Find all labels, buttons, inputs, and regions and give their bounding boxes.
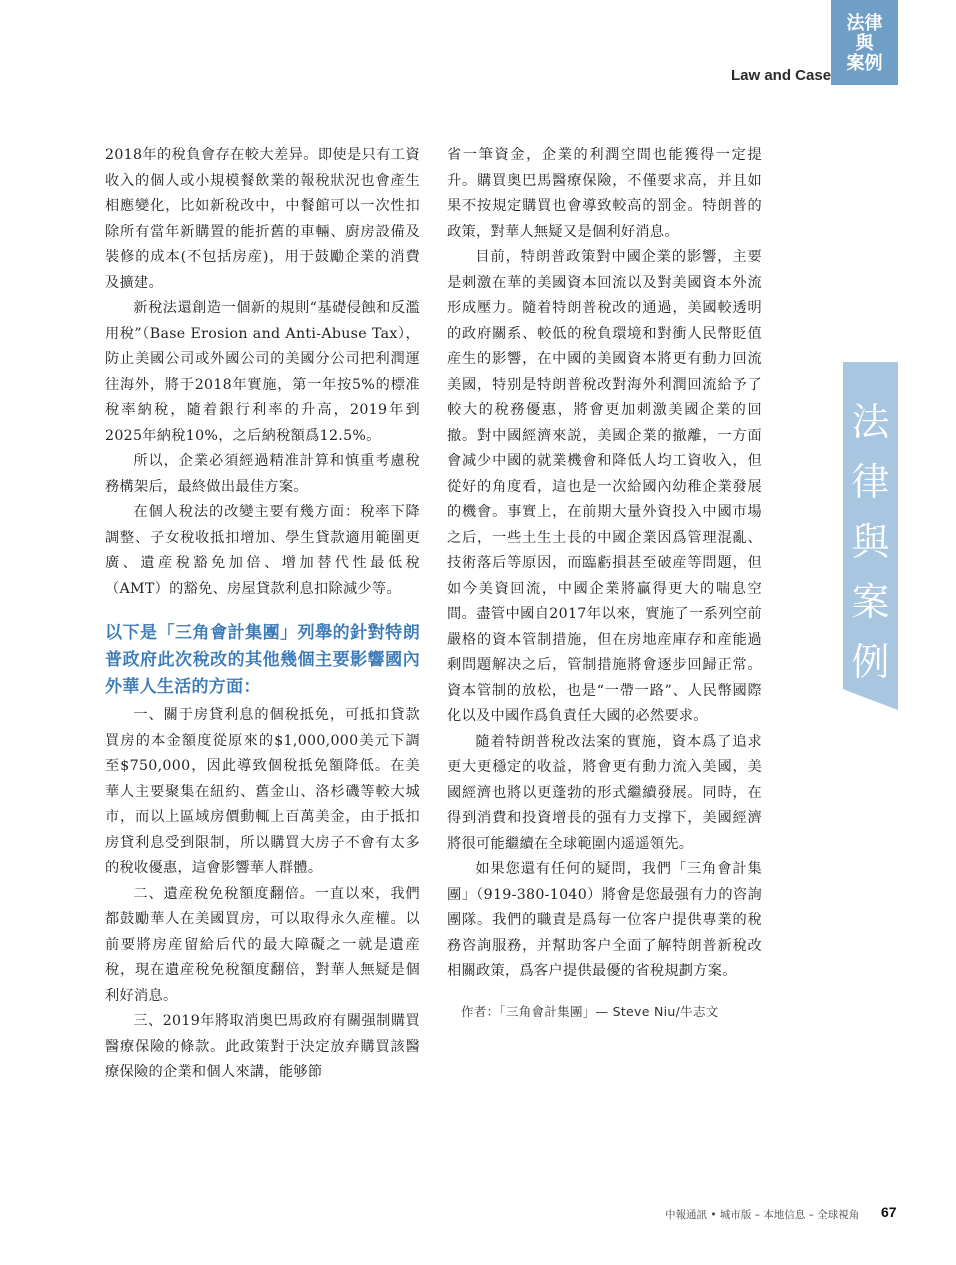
paragraph: 2018年的稅負會存在較大差异。即使是只有工資收入的個人或小規模餐飲業的報稅狀況也會產生相應變化，比如新稅改中，中餐館可以一次性扣除所有當年新購置的能折舊的車輛、廚房設備及裝修的成本(不包括房産)，用于鼓勵企業的消費及擴建。 [105, 147, 420, 291]
author-byline: 作者：「三角會計集團」— Steve Niu/牛志文 [461, 1003, 719, 1019]
side-banner-char: 法 [851, 400, 890, 444]
side-banner-char: 與 [851, 520, 890, 564]
paragraph: 在個人稅法的改變主要有幾方面：稅率下降調整、子女稅收抵扣增加、學生貸款適用範圍更廣、遺産稅豁免加倍、增加替代性最低稅（AMT）的豁免、房屋貸款利息扣除減少等。 [105, 504, 420, 597]
side-banner-char: 案 [851, 580, 890, 624]
paragraph: 隨着特朗普稅改法案的實施，資本爲了追求更大更穩定的收益，將會更有動力流入美國，美國經濟也將以更蓬勃的形式繼續發展。同時，在得到消費和投資增長的强有力支撑下，美國經濟將很可能繼續在全球範圍内遥遥領先。 [447, 733, 762, 852]
side-banner-char: 例 [851, 640, 890, 684]
section-tab-line: 法律 [846, 13, 883, 34]
paragraph: 一、關于房貸利息的個稅抵免，可抵扣貸款買房的本金額度從原來的$1,000,000美元下調至$750,000，因此導致個稅抵免額降低。在美華人主要聚集在紐約、舊金山、洛杉磯等較大城市，而以上區域房價動輒上百萬美金，由于抵扣房貸利息受到限制，所以購買大房子不會有太多的稅收優惠，這會影響華人群體。 [105, 707, 420, 876]
side-banner-text [843, 392, 898, 692]
paragraph: 目前，特朗普政策對中國企業的影響，主要是刺激在華的美國資本回流以及對美國資本外流形成壓力。隨着特朗普稅改的通過，美國較透明的政府關系、較低的稅負環境和對衝人民幣貶值産生的影響，在中國的美國資本將更有動力回流美國，特别是特朗普稅改對海外利潤回流給予了較大的稅務優惠，將會更加刺激美國企業的回撤。對中國經濟來説，美國企業的撤離，一方面會减少中國的就業機會和降低人均工資收入，但從好的角度看，這也是一次給國內幼稚企業發展的機會。事實上，在前期大量外資投入中國市場之后，一些土生土長的中國企業因爲管理混亂、技術落后等原因，而臨虧損甚至破産等問題，但如今美資回流，中國企業將贏得更大的喘息空間。盡管中國自2017年以來，實施了一系列空前嚴格的資本管制措施，但在房地産庫存和産能過剩問題解决之后，管制措施將會逐步回歸正常。資本管制的放松，也是“一帶一路”、人民幣國際化以及中國作爲負責任大國的必然要求。 [447, 249, 762, 724]
section-tab-line: 與 [855, 33, 874, 54]
paragraph: 省一筆資金，企業的利潤空間也能獲得一定提升。購買奥巴馬醫療保險，不僅要求高，并且如果不按規定購買也會導致較高的罰金。特朗普的政策，對華人無疑又是個利好消息。 [447, 147, 762, 240]
section-title-english: Law and Case [731, 67, 832, 84]
page-number: 67 [881, 1204, 897, 1220]
paragraph: 新稅法還創造一個新的規則“基礎侵蝕和反濫用稅”（Base Erosion and Anti-Abuse Tax），防止美國公司或外國公司的美國分公司把利潤運往海外，將于2018年實施，第一年按5%的標准稅率納稅，隨着銀行利率的升高，2019年到2025年納稅10%，之后納稅額爲12.5%。 [105, 300, 420, 444]
right-column [447, 143, 762, 1024]
side-banner-char: 律 [851, 460, 890, 504]
section-tab-line: 案例 [846, 53, 883, 74]
section-tab [831, 0, 898, 85]
paragraph: 如果您還有任何的疑問，我們「三角會計集團」（919-380-1040）將會是您最强有力的咨詢團隊。我們的職責是爲每一位客户提供專業的稅務咨詢服務，并幫助客户全面了解特朗普新稅改相關政策，爲客户提供最優的省稅規劃方案。 [447, 861, 762, 979]
paragraph: 所以，企業必須經過精准計算和慎重考慮稅務構架后，最終做出最佳方案。 [105, 453, 420, 495]
paragraph: 二、遺産稅免稅額度翻倍。一直以來，我們都鼓勵華人在美國買房，可以取得永久産權。以前要將房産留給后代的最大障礙之一就是遺産稅，現在遺産稅免稅額度翻倍，對華人無疑是個利好消息。 [105, 885, 420, 1004]
paragraph: 三、2019年將取消奥巴馬政府有關强制購買醫療保險的條款。此政策對于決定放弃購買該醫療保險的企業和個人來講，能够節 [105, 1013, 420, 1080]
footer-publication: 中報通訊 • 城市版 – 本地信息 – 全球視角 [665, 1209, 860, 1221]
highlight-heading: 以下是「三角會計集團」列舉的針對特朗普政府此次稅改的其他幾個主要影響國內外華人生活的方面： [105, 623, 420, 697]
left-column [105, 143, 420, 1086]
